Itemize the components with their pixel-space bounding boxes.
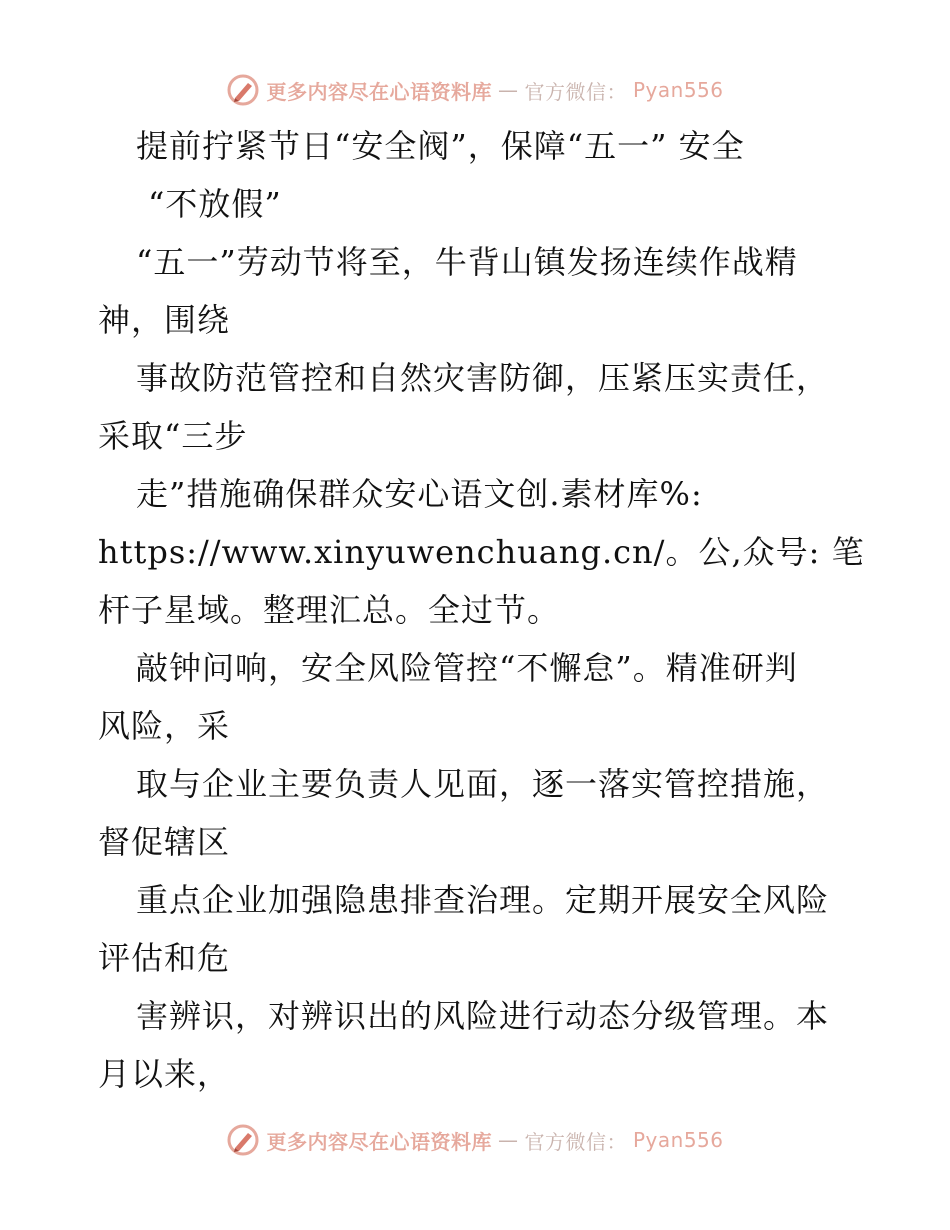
watermark-main-text: 更多内容尽在心语资料库 <box>266 79 492 104</box>
watermark-sub-text: 官方微信： <box>524 1129 627 1154</box>
watermark-id-text: Pyan556 <box>632 1128 724 1152</box>
document-body <box>98 117 868 1103</box>
paragraph-line: 害辨识，对辨识出的风险进行动态分级管理。本 <box>136 997 830 1035</box>
paragraph-line: 采取“三步 <box>98 417 248 455</box>
pen-logo-icon <box>226 73 260 107</box>
paragraph-line: 重点企业加强隐患排查治理。定期开展安全风险 <box>136 881 830 919</box>
paragraph-line: 神，围绕 <box>98 301 231 339</box>
paragraph-line: 取与企业主要负责人见面，逐一落实管控措施， <box>136 765 830 803</box>
paragraph-line: 督促辖区 <box>98 823 231 861</box>
paragraph-line: 月以来， <box>98 1055 231 1093</box>
paragraph-line: 杆子星域。整理汇总。全过节。 <box>98 591 561 629</box>
watermark-main-text: 更多内容尽在心语资料库 <box>266 1129 492 1154</box>
paragraph-line: 走”措施确保群众安心语文创.素材库%: <box>136 475 703 513</box>
watermark-inner <box>226 1123 723 1157</box>
watermark-dash: — <box>497 1128 519 1152</box>
header-watermark <box>0 70 950 110</box>
footer-watermark <box>0 1120 950 1160</box>
watermark-dash: — <box>497 78 519 102</box>
watermark-id-text: Pyan556 <box>632 78 724 102</box>
watermark-sub-text: 官方微信： <box>524 79 627 104</box>
watermark-inner <box>226 73 723 107</box>
paragraph-line: “五一”劳动节将至，牛背山镇发扬连续作战精 <box>136 243 798 281</box>
paragraph-line: https://www.xinyuwenchuang.cn/。公,众号: 笔 <box>98 533 865 571</box>
paragraph-line: 事故防范管控和自然灾害防御，压紧压实责任， <box>136 359 830 397</box>
paragraph-line: 敲钟问响，安全风险管控“不懈怠”。精准研判 <box>136 649 798 687</box>
pen-logo-icon <box>226 1123 260 1157</box>
paragraph-line: 评估和危 <box>98 939 231 977</box>
title-line-1: 提前拧紧节日“安全阀”，保障“五一” 安全 <box>136 127 745 165</box>
title-line-2: “不放假” <box>148 185 282 223</box>
paragraph-line: 风险，采 <box>98 707 231 745</box>
